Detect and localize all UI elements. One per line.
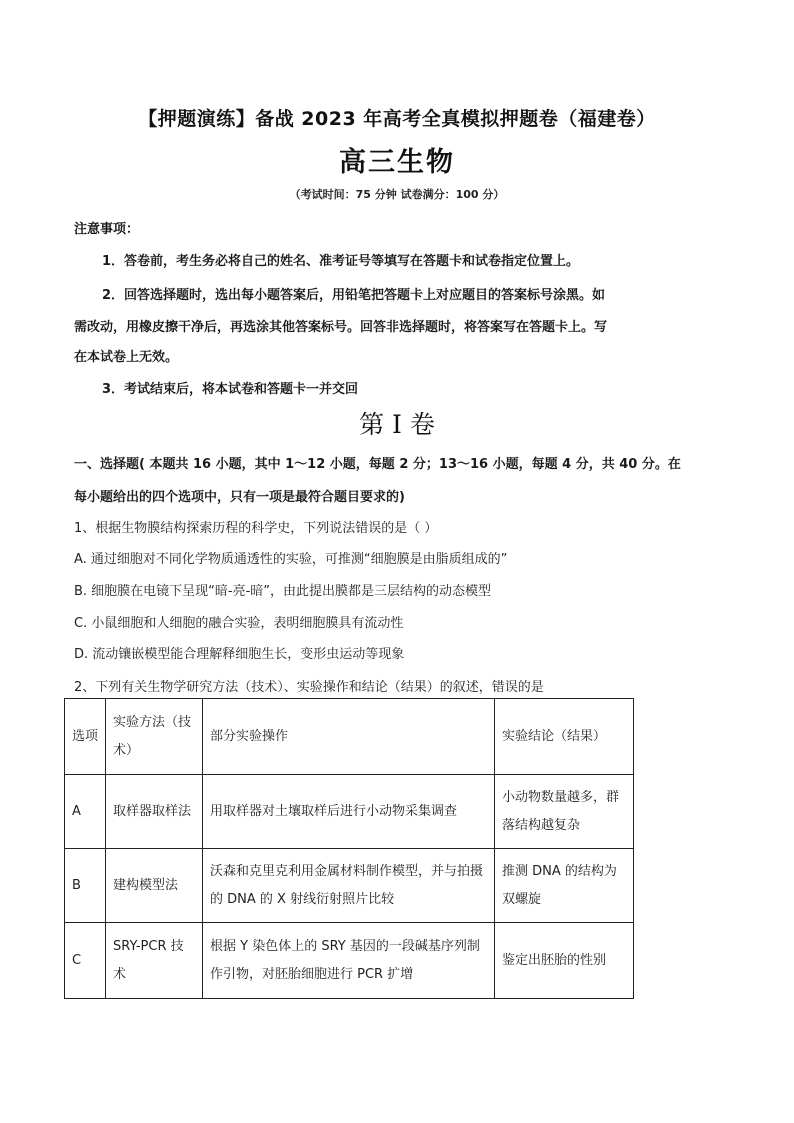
question-1-option-d: D. 流动镶嵌模型能合理解释细胞生长，变形虫运动等现象 — [74, 647, 405, 662]
notice-line: 3．考试结束后，将本试卷和答题卡一并交回 — [102, 382, 359, 397]
header-cell: 实验方法（技术） — [106, 699, 203, 775]
question-1-option-c: C. 小鼠细胞和人细胞的融合实验，表明细胞膜具有流动性 — [74, 616, 404, 631]
header-cell: 实验结论（结果） — [495, 699, 634, 775]
table-cell: B — [65, 849, 106, 923]
section-instructions: 每小题给出的四个选项中，只有一项是最符合题目要求的) — [74, 490, 405, 505]
table-cell: A — [65, 775, 106, 849]
question-1-option-b: B. 细胞膜在电镜下呈现“暗-亮-暗”，由此提出膜都是三层结构的动态模型 — [74, 584, 492, 599]
notice-line: 2．回答选择题时，选出每小题答案后，用铅笔把答题卡上对应题目的答案标号涂黑。如 — [102, 288, 606, 303]
section-title: 第 I 卷 — [359, 410, 435, 439]
notice-title: 注意事项： — [74, 222, 140, 237]
question-2-table — [64, 698, 634, 999]
notice-line: 在本试卷上无效。 — [74, 350, 179, 365]
notice-line: 1．答卷前，考生务必将自己的姓名、准考证号等填写在答题卡和试卷指定位置上。 — [102, 254, 580, 269]
question-1-stem: 1、根据生物膜结构探索历程的科学史，下列说法错误的是（ ） — [74, 521, 438, 536]
table-row — [65, 775, 634, 849]
table-cell: 沃森和克里克利用金属材料制作模型，并与拍摄的 DNA 的 X 射线衍射照片比较 — [203, 849, 495, 923]
table-cell: 用取样器对土壤取样后进行小动物采集调查 — [203, 775, 495, 849]
exam-title: 【押题演练】备战 2023 年高考全真模拟押题卷（福建卷） — [138, 108, 656, 130]
table-cell: 鉴定出胚胎的性别 — [495, 923, 634, 999]
header-cell: 部分实验操作 — [203, 699, 495, 775]
table-cell: C — [65, 923, 106, 999]
notice-line: 需改动，用橡皮擦干净后，再选涂其他答案标号。回答非选择题时，将答案写在答题卡上。写 — [74, 320, 608, 335]
question-1-option-a: A. 通过细胞对不同化学物质通透性的实验，可推测“细胞膜是由脂质组成的” — [74, 552, 508, 567]
subject-title: 高三生物 — [339, 147, 455, 178]
question-2-stem: 2、下列有关生物学研究方法（技术）、实验操作和结论（结果）的叙述，错误的是 — [74, 680, 544, 695]
table-cell: 小动物数量越多，群落结构越复杂 — [495, 775, 634, 849]
section-instructions: 一、选择题( 本题共 16 小题，其中 1～12 小题，每题 2 分；13～16 小题，每题 4 分，共 40 分。在 — [74, 457, 681, 472]
exam-info: （考试时间：75 分钟 试卷满分：100 分） — [289, 188, 505, 201]
table-cell: 推测 DNA 的结构为双螺旋 — [495, 849, 634, 923]
table-row — [65, 849, 634, 923]
table-cell: 取样器取样法 — [106, 775, 203, 849]
table-cell: SRY-PCR 技术 — [106, 923, 203, 999]
table-cell: 建构模型法 — [106, 849, 203, 923]
table-row — [65, 923, 634, 999]
header-cell: 选项 — [65, 699, 106, 775]
table-cell: 根据 Y 染色体上的 SRY 基因的一段碱基序列制作引物，对胚胎细胞进行 PCR 扩增 — [203, 923, 495, 999]
table-header-row — [65, 699, 634, 775]
